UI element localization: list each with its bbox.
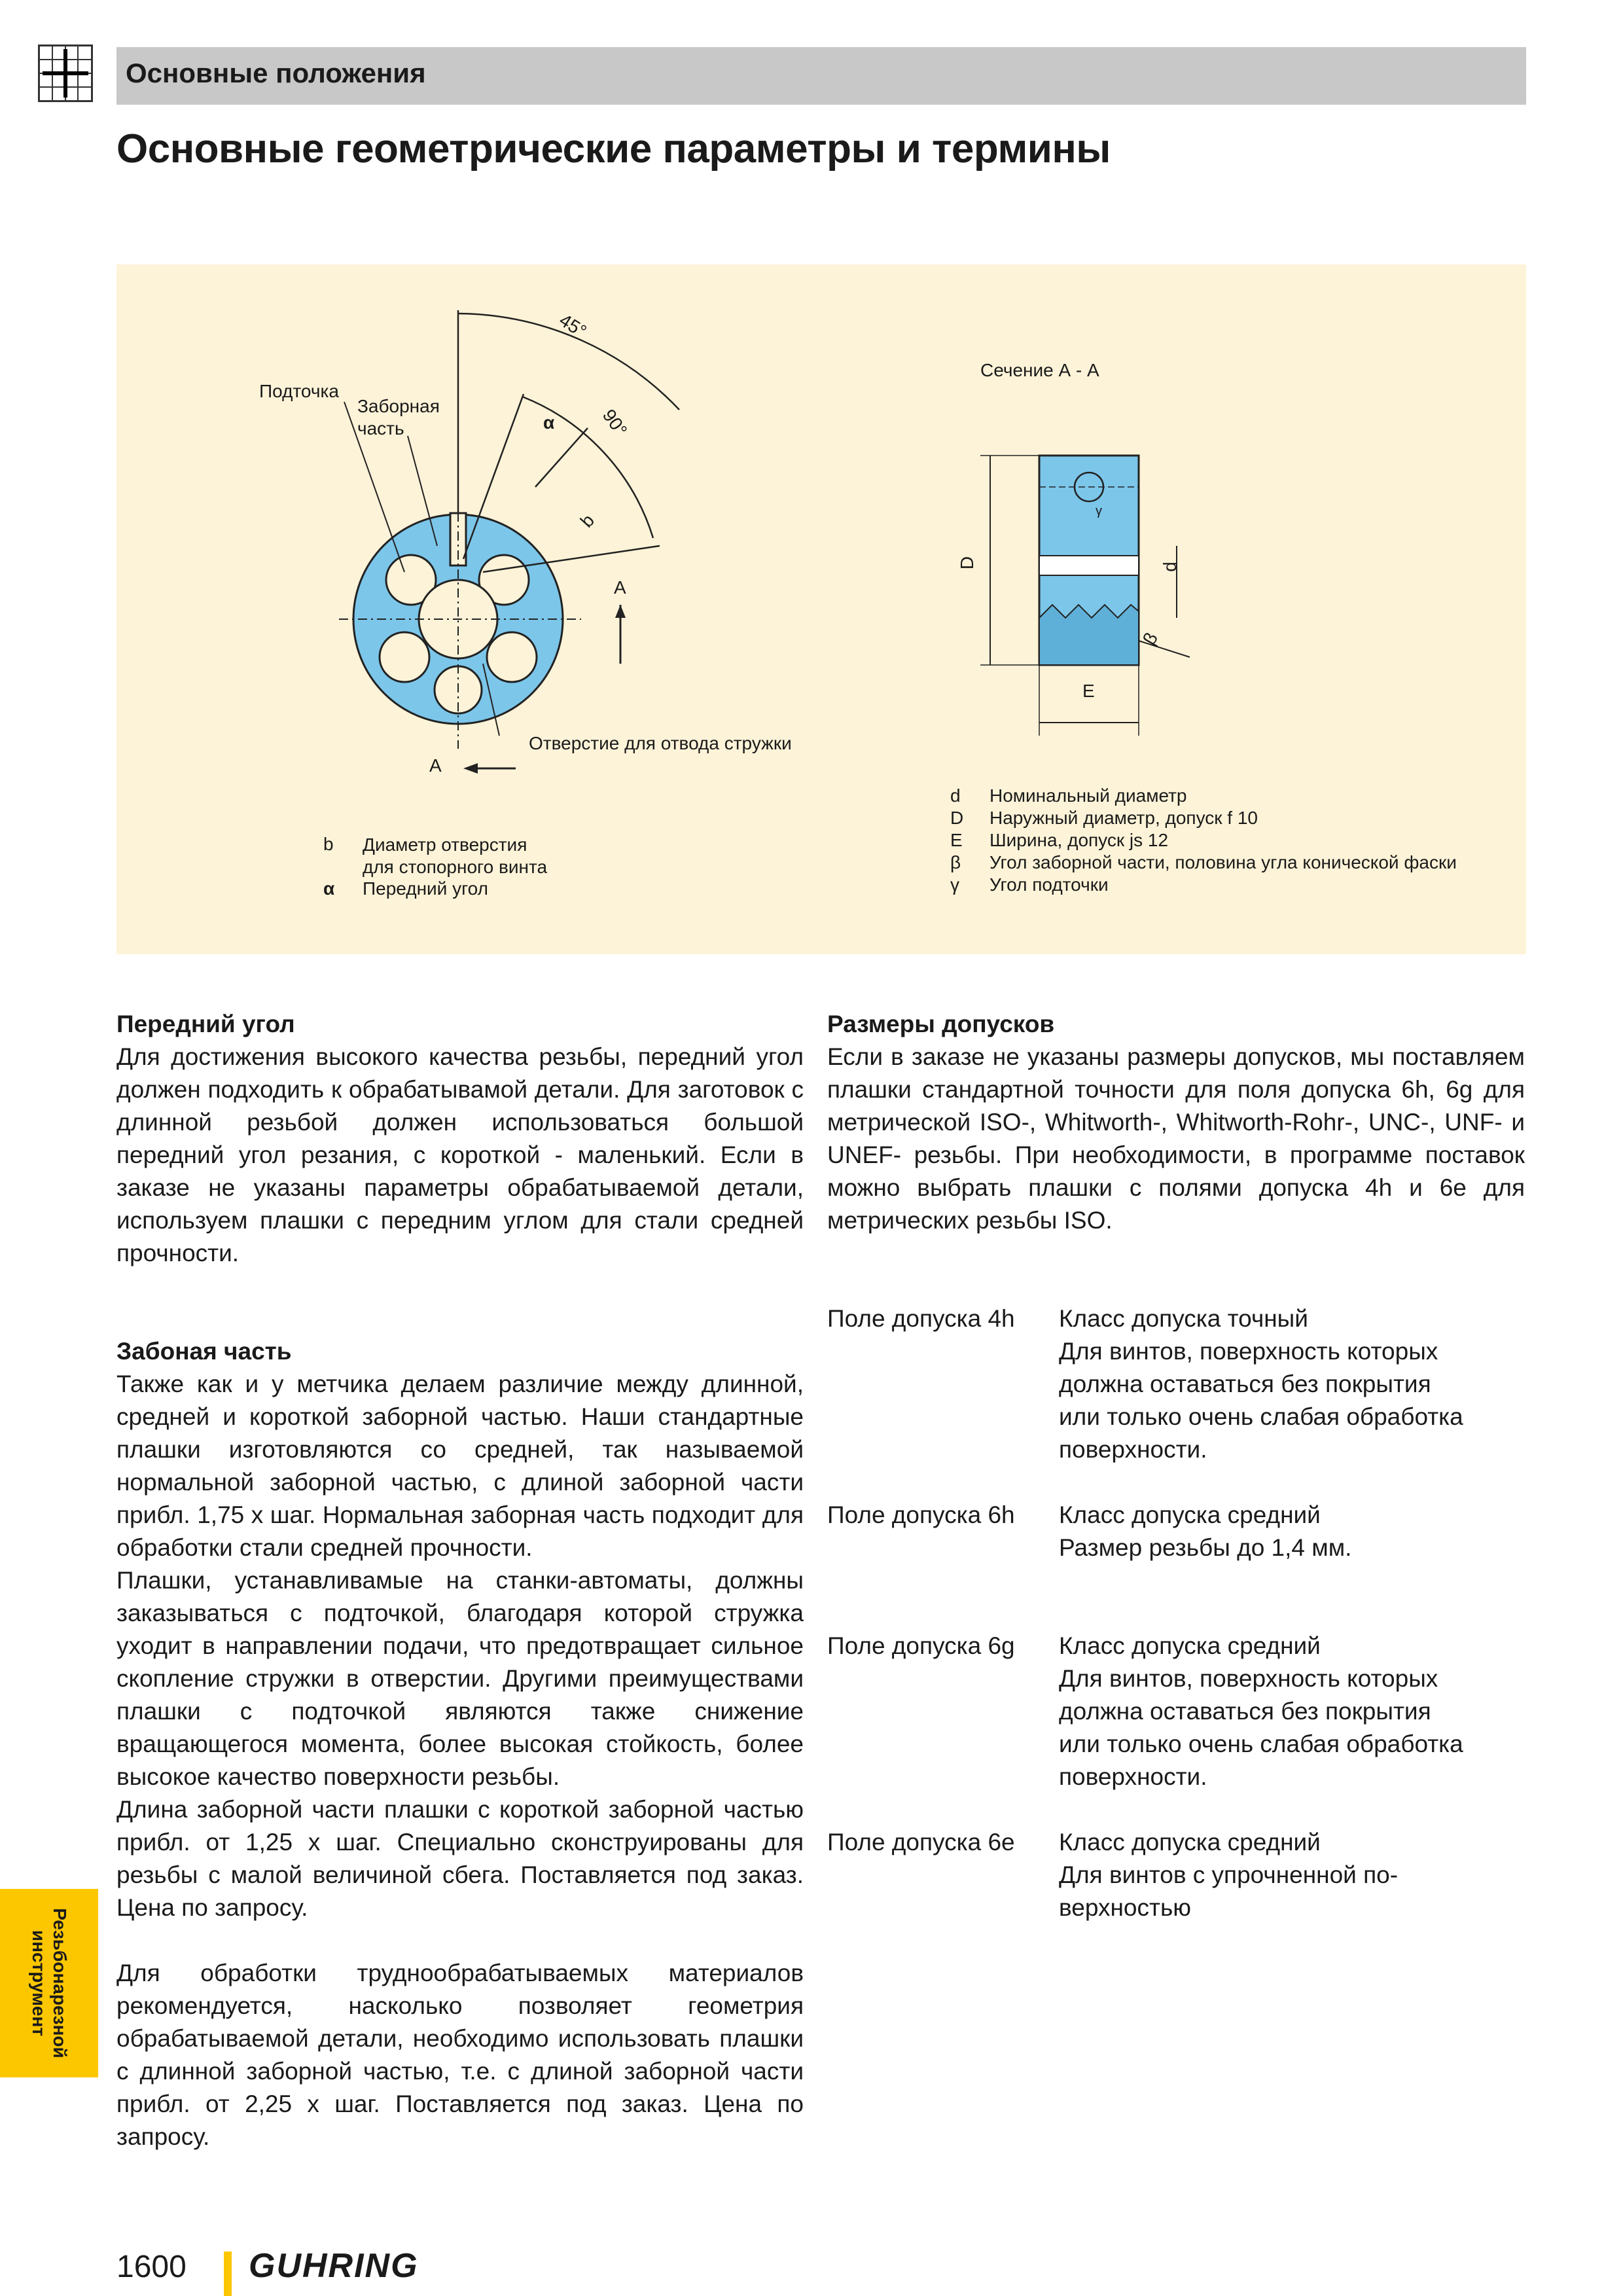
brand-logo: GUHRING [249, 2247, 419, 2285]
heading-rake-angle: Передний угол [116, 1011, 295, 1037]
legend-left-text-1: Передний угол [363, 878, 488, 899]
tolerance-desc-6g: Класс допуска средний Для винтов, поверхность которых должна оставаться без покрытия или только очень слабая обработка поверхности. [1059, 1632, 1463, 1790]
para-chamfer-2: Плашки, устанавливамые на станки-автоматы, должны заказываться с подточкой, благодаря которой стружка уходит в направлении подачи, что предотвращает сильное скопление стружки в отверстии. Другими преимуществами плашки с подточкой являются также снижение вращающегося момента, более высокая стойкость, более высокое качество поверхности резьбы. [116, 1567, 804, 1790]
label-section-title: Сечение А - А [980, 360, 1099, 380]
die-front-view [339, 493, 581, 749]
legend-right-text-2: Ширина, допуск js 12 [990, 830, 1169, 850]
tolerance-field-6e: Поле допуска 6e [827, 1829, 1015, 1856]
label-zabornaya: Заборная часть [357, 396, 440, 439]
catalog-grid-icon [38, 45, 93, 102]
label-podtochka: Подточка [259, 381, 339, 401]
legend-left-text-0: Диаметр отверстия для стопорного винта [363, 834, 548, 877]
legend-right-text-3: Угол заборной части, половина угла конической фаски [990, 852, 1457, 872]
label-beta: β [1139, 629, 1162, 649]
legend-right-text-4: Угол подточки [990, 874, 1109, 895]
label-section-a-right: A [614, 577, 626, 598]
legend-right-sym-1: D [950, 808, 964, 828]
tolerance-desc-6e: Класс допуска средний Для винтов с упрочненной по- верхностью [1059, 1829, 1399, 1921]
label-dim-E: E [1082, 681, 1095, 701]
legend-right-text-1: Наружный диаметр, допуск f 10 [990, 808, 1258, 828]
label-angle-45: 45° [556, 310, 590, 342]
tolerance-field-6g: Поле допуска 6g [827, 1632, 1015, 1659]
label-dim-D: D [957, 556, 978, 570]
label-dim-d: d [1159, 562, 1180, 572]
legend-left-sym-1: α [323, 878, 335, 899]
tolerance-field-4h: Поле допуска 4h [827, 1305, 1015, 1332]
side-tab [0, 1889, 98, 2077]
tolerance-desc-4h: Класс допуска точный Для винтов, поверхность которых должна оставаться без покрытия или только очень слабая обработка поверхности. [1059, 1305, 1463, 1463]
para-chamfer-4: Для обработки труднообрабатываемых материалов рекомендуется, насколько позволяет геометрия обрабатываемой детали, необходимо использовать плашки с длинной заборной частью, т.е. с длиной заборной части прибл. от 2,25 x шаг. Поставляется под заказ. Цена по запросу. [116, 1960, 804, 2150]
legend-right-sym-0: d [950, 785, 961, 806]
tolerance-desc-6h: Класс допуска средний Размер резьбы до 1,4 мм. [1059, 1501, 1352, 1561]
label-chip-hole: Отверстие для отвода стружки [529, 733, 792, 753]
label-section-a-bottom: A [429, 755, 442, 776]
legend-left-sym-0: b [323, 834, 334, 854]
side-tab-label: Резьбонарезной инструмент [29, 1908, 70, 2058]
para-chamfer-1: Также как и у метчика делаем различие между длинной, средней и короткой заборной частью. Наши стандартные плашки изготовляются со средней, так называемой нормальной заборной частью, с длиной заборной части прибл. 1,75 x шаг. Нормальная заборная часть подходит для обработки стали средней прочности. [116, 1371, 804, 1561]
para-tolerances: Если в заказе не указаны размеры допусков, мы поставляем плашки стандартной точности для поля допуска 6h, 6g для метрической ISO-, Whitworth-, Whitworth-Rohr-, UNC-, UNF- и UNEF- резьбы. При необходимости, в программе поставок можно выбрать плашки с полями допуска 4h и 6e для метрических резьбы ISO. [827, 1043, 1525, 1234]
legend-right-sym-3: β [950, 852, 961, 872]
heading-chamfer: Забоная часть [116, 1338, 292, 1365]
footer-accent-bar [224, 2251, 232, 2296]
section-title: Основные положения [126, 58, 426, 88]
page-number: 1600 [116, 2250, 187, 2284]
legend-right-sym-4: γ [950, 874, 959, 895]
page-title: Основные геометрические параметры и термины [116, 126, 1111, 171]
legend-right-sym-2: E [950, 830, 963, 850]
legend-right-text-0: Номинальный диаметр [990, 785, 1187, 806]
heading-tolerances: Размеры допусков [827, 1011, 1055, 1037]
para-chamfer-3: Длина заборной части плашки с короткой заборной частью прибл. от 1,25 x шаг. Специально сконструированы для резьбы с малой величиной сбега. Поставляется под заказ. Цена по запросу. [116, 1796, 804, 1921]
para-rake-angle: Для достижения высокого качества резьбы, передний угол должен подходить к обрабатывамой детали. Для заготовок с длинной резьбой должен использоваться большой передний угол резания, с короткой - маленький. Если в заказе не указаны параметры обрабатываемой детали, используем плашки с передним углом для стали средней прочности. [116, 1043, 804, 1266]
label-b: b [576, 510, 599, 531]
label-angle-90: 90° [598, 405, 632, 440]
tolerance-field-6h: Поле допуска 6h [827, 1501, 1015, 1528]
label-gamma: γ [1096, 504, 1102, 518]
label-alpha: α [543, 412, 555, 433]
figure-panel [116, 264, 1526, 954]
